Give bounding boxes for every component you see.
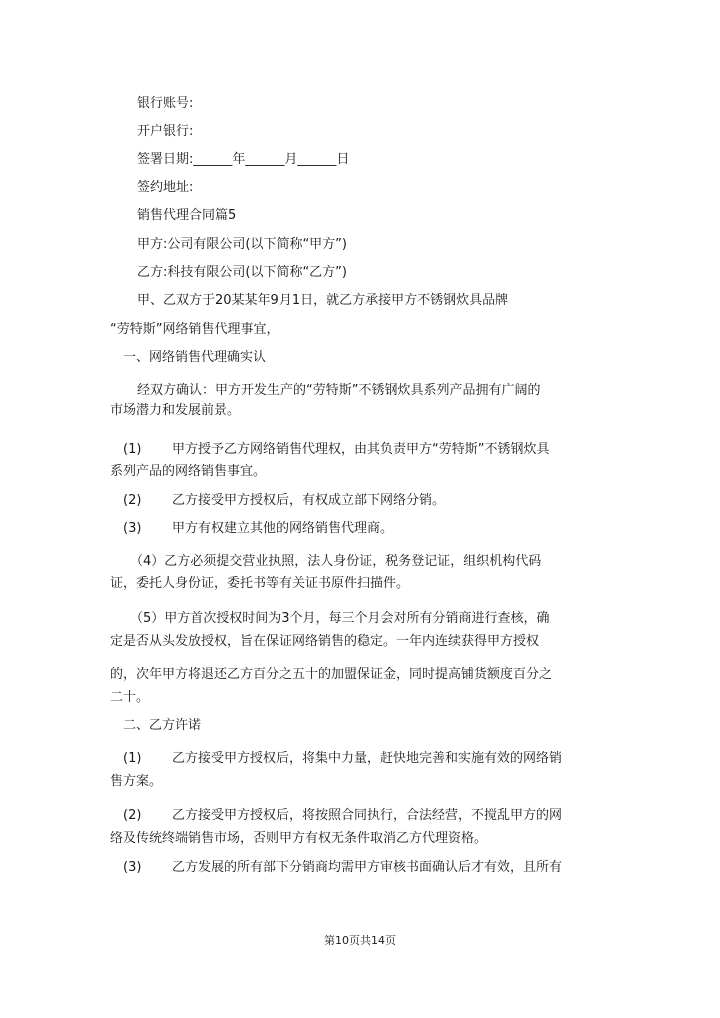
party-a: 甲方:公司有限公司(以下简称“甲方”) <box>137 237 347 252</box>
item-number: (2) <box>123 808 142 823</box>
paragraph-line: 络及传统终端销售市场，否则甲方有权无条件取消乙方代理资格。 <box>110 831 488 846</box>
item-number: (3) <box>123 521 142 536</box>
paragraph-line: 二十。 <box>110 690 150 705</box>
paragraph-line: 售方案。 <box>110 774 163 789</box>
sign-date-label: 签署日期:______年______月______日 <box>137 152 350 167</box>
preamble-line: 甲、乙双方于20某某年9月1日，就乙方承接甲方不锈钢炊具品牌 <box>137 293 509 308</box>
paragraph-line: 的，次年甲方将退还乙方百分之五十的加盟保证金，同时提高铺货额度百分之 <box>110 667 553 682</box>
contract-title: 销售代理合同篇5 <box>137 208 237 223</box>
paragraph-line: 定是否从头发放授权，旨在保证网络销售的稳定。一年内连续获得甲方授权 <box>110 634 540 649</box>
paragraph-line: 系列产品的网络销售事宜。 <box>110 464 267 479</box>
paragraph-line: 乙方接受甲方授权后，将集中力量，赶快地完善和实施有效的网络销 <box>172 751 563 766</box>
paragraph-line: 乙方接受甲方授权后，有权成立部下网络分销。 <box>172 493 446 508</box>
paragraph-line: 甲方授予乙方网络销售代理权，由其负责甲方“劳特斯”不锈钢炊具 <box>172 442 550 457</box>
paragraph-line: 乙方发展的所有部下分销商均需甲方审核书面确认后才有效，且所有 <box>172 860 563 875</box>
item-number: (2) <box>123 493 142 508</box>
section-heading: 一、网络销售代理确实认 <box>123 350 267 365</box>
section-heading: 二、乙方许诺 <box>123 718 202 733</box>
preamble-line: “劳特斯”网络销售代理事宜， <box>110 322 280 337</box>
bank-name-label: 开户银行: <box>137 124 194 139</box>
paragraph-line: 甲方有权建立其他的网络销售代理商。 <box>172 521 394 536</box>
paragraph-line: （5）甲方首次授权时间为3个月，每三个月会对所有分销商进行查核，确 <box>130 611 550 626</box>
paragraph-line: 证，委托人身份证，委托书等有关证书原件扫描件。 <box>110 576 410 591</box>
item-number: (1) <box>123 751 142 766</box>
paragraph-line: 市场潜力和发展前景。 <box>110 403 241 418</box>
paragraph-line: 乙方接受甲方授权后，将按照合同执行，合法经营，不搅乱甲方的网 <box>172 808 563 823</box>
item-number: (3) <box>123 860 142 875</box>
page-number: 第10页共14页 <box>324 934 396 947</box>
sign-place-label: 签约地址: <box>137 180 194 195</box>
paragraph-line: 经双方确认：甲方开发生产的“劳特斯”不锈钢炊具系列产品拥有广阔的 <box>137 383 541 398</box>
item-number: (1) <box>123 442 142 457</box>
paragraph-line: （4）乙方必须提交营业执照，法人身份证，税务登记证，组织机构代码 <box>130 554 542 569</box>
party-b: 乙方:科技有限公司(以下简称“乙方”) <box>137 265 347 280</box>
bank-account-label: 银行账号: <box>137 96 194 111</box>
